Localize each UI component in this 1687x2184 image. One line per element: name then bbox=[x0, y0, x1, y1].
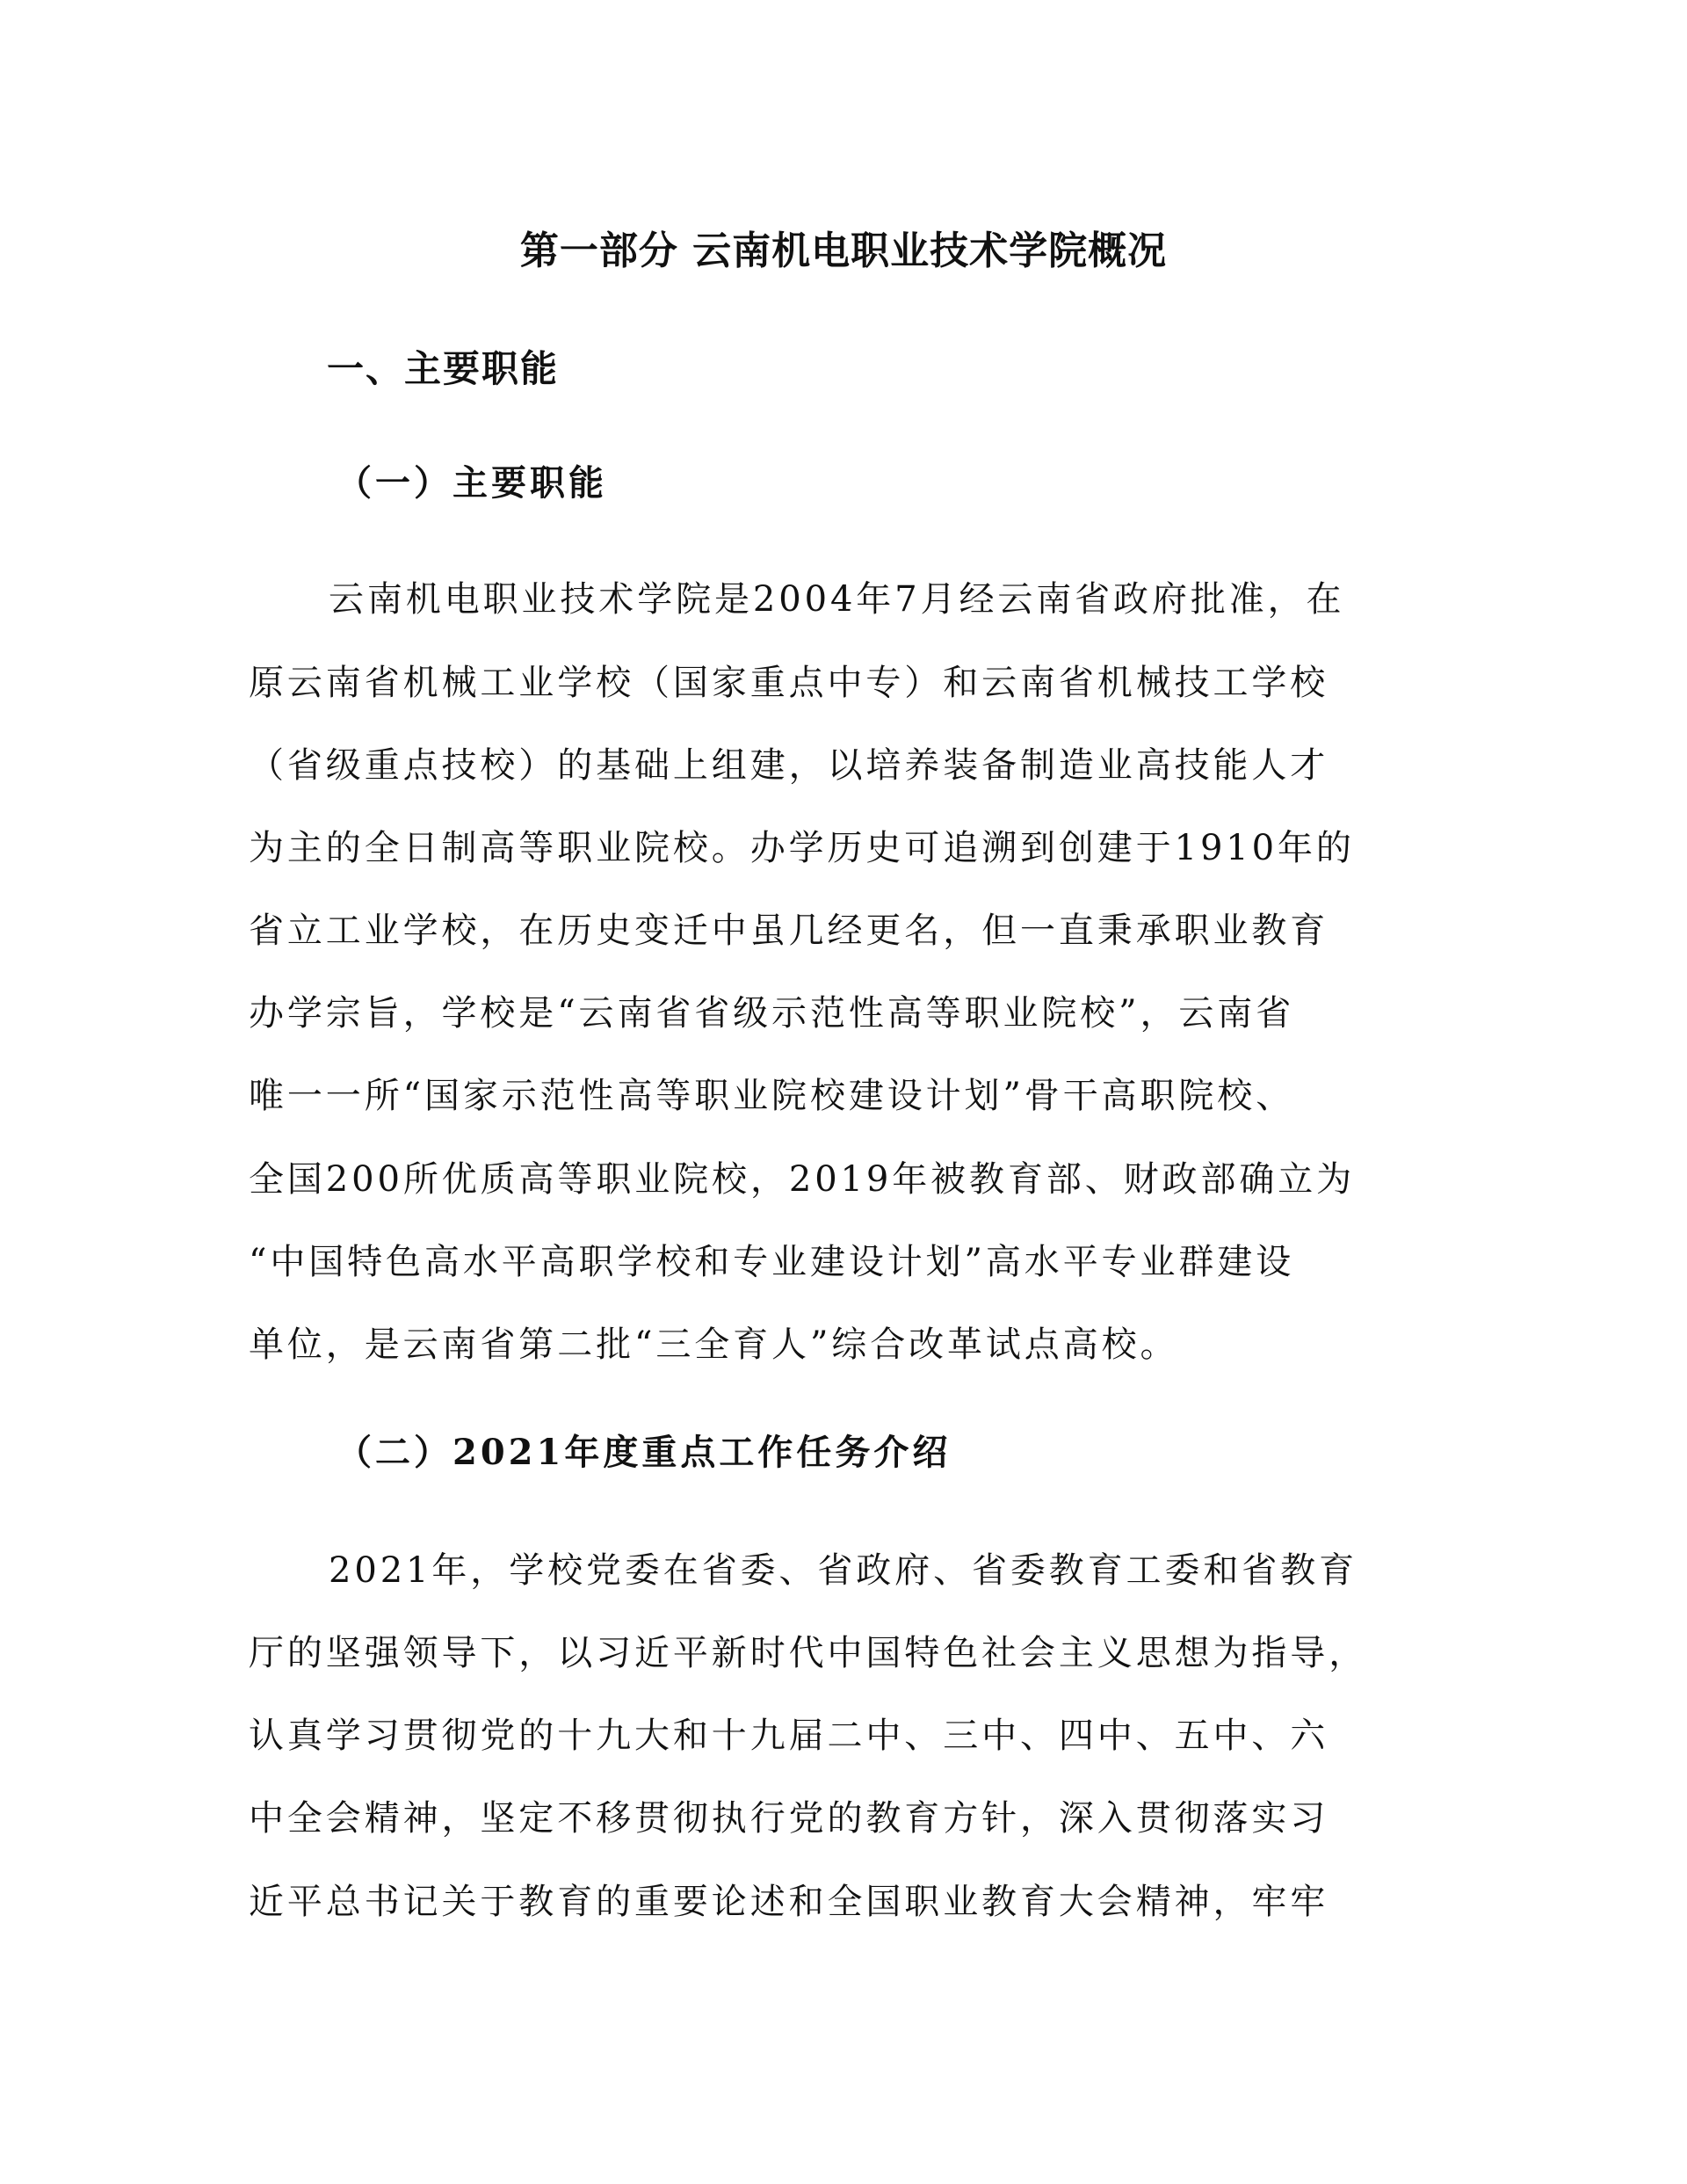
subsection-heading-2021-key-tasks: （二）2021年度重点工作任务介绍 bbox=[337, 1432, 952, 1473]
paragraph1-line: 原云南省机械工业学校（国家重点中专）和云南省机械技工学校 bbox=[249, 663, 1329, 703]
paragraph1-line: 云南机电职业技术学院是2004年7月经云南省政府批准，在 bbox=[329, 579, 1345, 620]
paragraph2-line: 2021年，学校党委在省委、省政府、省委教育工委和省教育 bbox=[329, 1550, 1358, 1591]
section-heading-main-functions: 一、主要职能 bbox=[327, 347, 560, 390]
paragraph1-line: 唯一一所“国家示范性高等职业院校建设计划”骨干高职院校、 bbox=[249, 1076, 1295, 1116]
paragraph1-line: 全国200所优质高等职业院校，2019年被教育部、财政部确立为 bbox=[249, 1159, 1356, 1200]
paragraph1-line: “中国特色高水平高职学校和专业建设计划”高水平专业群建设 bbox=[249, 1242, 1295, 1282]
page-title: 第一部分 云南机电职业技术学院概况 bbox=[519, 229, 1168, 273]
subsection-heading-main-functions: （一）主要职能 bbox=[337, 462, 607, 504]
paragraph1-line: 办学宗旨，学校是“云南省省级示范性高等职业院校”，云南省 bbox=[249, 993, 1295, 1034]
paragraph1-line: 单位，是云南省第二批“三全育人”综合改革试点高校。 bbox=[249, 1324, 1179, 1365]
paragraph2-line: 厅的坚强领导下，以习近平新时代中国特色社会主义思想为指导， bbox=[249, 1633, 1368, 1673]
paragraph1-line: （省级重点技校）的基础上组建，以培养装备制造业高技能人才 bbox=[249, 745, 1329, 786]
paragraph2-line: 中全会精神，坚定不移贯彻执行党的教育方针，深入贯彻落实习 bbox=[249, 1798, 1329, 1839]
paragraph1-line: 为主的全日制高等职业院校。办学历史可追溯到创建于1910年的 bbox=[249, 828, 1355, 868]
paragraph1-line: 省立工业学校，在历史变迁中虽几经更名，但一直秉承职业教育 bbox=[249, 911, 1329, 951]
paragraph2-line: 近平总书记关于教育的重要论述和全国职业教育大会精神，牢牢 bbox=[249, 1882, 1329, 1922]
paragraph2-line: 认真学习贯彻党的十九大和十九届二中、三中、四中、五中、六 bbox=[249, 1716, 1329, 1756]
